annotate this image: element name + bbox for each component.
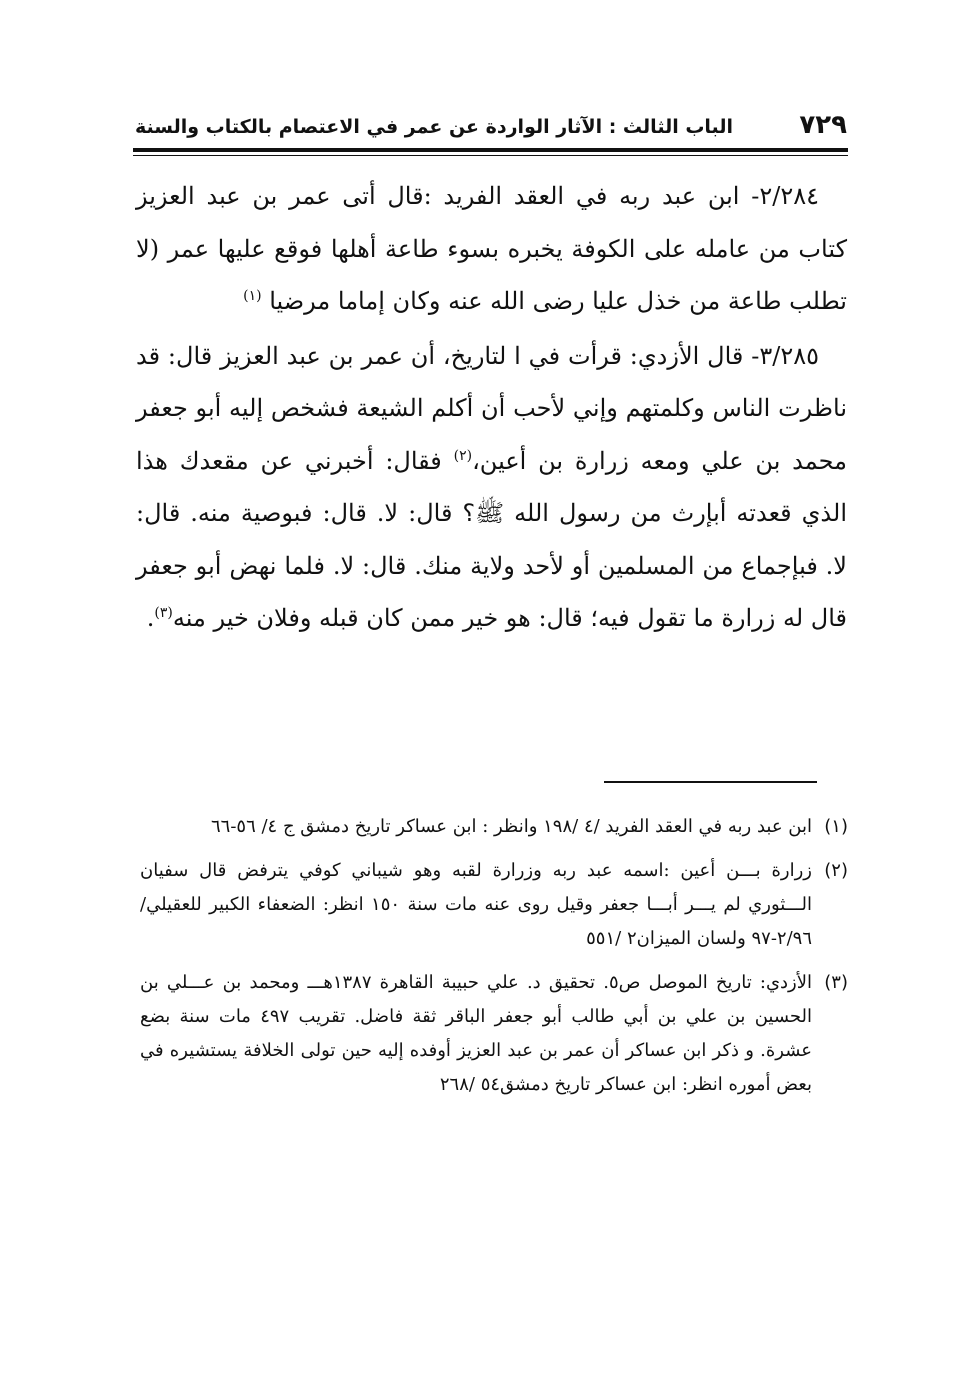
footnote-ref[interactable]: (٣)	[154, 605, 173, 621]
footnote-number: (١)	[824, 816, 848, 837]
paragraph-285	[136, 330, 847, 645]
paragraph-text-continued: فقال: أخبرني عن مقعدك هذا الذي قعدته أبإرث من رسول الله ﷺ؟ قال: لا. قال: فبوصية منه. قال: لا. فبإجماع من المسلمين أو لأحد ولاية منك. قال: لا. فلما نهض أبو جعفر قال له زرارة ما تقول فيه؛ قال: هو خير ممن كان قبله وفلان خير منه	[136, 446, 847, 632]
header-rule-thin	[133, 155, 848, 156]
footnote-item	[140, 854, 848, 956]
footnote-text: زرارة بـــن أعين :اسمه عبد ربه وزرارة لقبه وهو شيباني كوفي يترفض قال سفيان الـــثوري لم يـــر أبـــا جعفر وقيل روى عنه مات سنة ١٥٠ انظر: الضعفاء الكبير للعقيلي/٢/٩٦-٩٧ ولسان الميزان٢ /٥٥١	[140, 860, 812, 949]
running-title: الباب الثالث : الآثار الواردة عن عمر في الاعتصام بالكتاب والسنة	[135, 116, 733, 138]
footnote-number: (٢)	[824, 860, 848, 881]
footnote-item	[140, 810, 848, 844]
page-header	[135, 108, 847, 148]
main-text	[136, 170, 847, 645]
page-number: ٧٢٩	[799, 110, 847, 140]
paragraph-end-punct: .	[146, 604, 155, 632]
footnote-ref[interactable]: (٢)	[453, 447, 473, 464]
footnote-item	[140, 966, 848, 1102]
footnotes	[140, 810, 848, 1112]
footnote-text: ابن عبد ربه في العقد الفريد /٤ /١٩٨ وانظر : ابن عساكر تاريخ دمشق ج ٤/ ٥٦-٦٦	[210, 816, 812, 837]
paragraph-text: ٢/٢٨٤- ابن عبد ربه في العقد الفريد :قال أتى عمر بن عبد العزيز كتاب من عامله على الكوفة يخبره بسوء طاعة أهلها فوقع عليها عمر (لا تطلب طاعة من خذل عليا رضى الله عنه وكان إماما مرضيا	[136, 182, 847, 315]
footnote-separator	[604, 781, 817, 783]
footnote-number: (٣)	[824, 972, 848, 993]
footnote-text: الأزدي: تاريخ الموصل ص٥. تحقيق د. علي حبيبة القاهرة ١٣٨٧هـــ ومحمد بن عـــلي بن الحسين بن علي بن أبي طالب أبو جعفر الباقر ثقة فاضل. تقريب ٤٩٧ مات سنة بضع عشرة. و ذكر ابن عساكر أن عمر بن عبد العزيز أوفده إليه حين تولى الخلافة يستشيره في بعض أموره انظر: ابن عساكر تاريخ دمشق٥٤ /٢٦٨	[140, 972, 813, 1095]
paragraph-284	[136, 170, 847, 328]
footnote-ref[interactable]: (١)	[243, 288, 262, 304]
paragraph-text: ٣/٢٨٥- قال الأزدي: قرأت في ا لتاريخ، أن عمر بن عبد العزيز قال: قد ناظرت الناس وكلمتهم وإني لأحب أن أكلم الشيعة فشخص إليه أبو جعفر محمد بن علي ومعه زرارة بن أعين،	[136, 341, 847, 475]
header-rule-thick	[133, 148, 848, 152]
